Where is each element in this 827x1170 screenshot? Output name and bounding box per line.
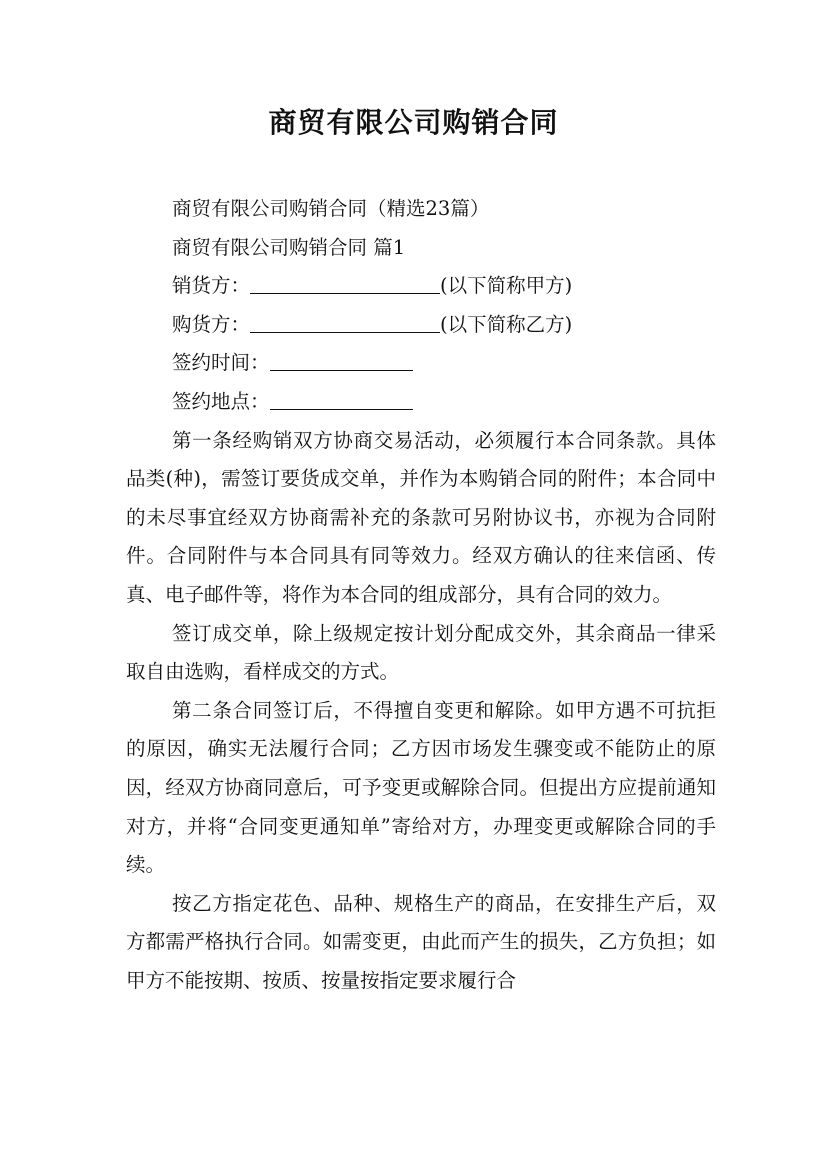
seller-label: 销货方： — [172, 274, 251, 298]
seller-blank — [250, 271, 440, 294]
paragraph-custom-goods: 按乙方指定花色、品种、规格生产的商品，在安排生产后，双方都需严格执行合同。如需变更，由此而产生的损失，乙方负担；如甲方不能按期、按质、按量按指定要求履行合 — [126, 891, 716, 992]
buyer-suffix: (以下简称乙方) — [440, 312, 573, 336]
section-heading: 商贸有限公司购销合同 篇1 — [172, 235, 406, 259]
document-body — [126, 190, 716, 1000]
sign-time-blank — [270, 348, 413, 371]
sign-time-line — [126, 344, 716, 383]
paragraph-order-form: 签订成交单，除上级规定按计划分配成交外，其余商品一律采取自由选购，看样成交的方式。 — [126, 621, 716, 684]
sign-time-label: 签约时间： — [172, 351, 270, 375]
buyer-label: 购货方： — [172, 312, 251, 336]
buyer-line — [126, 306, 716, 345]
seller-line — [126, 267, 716, 306]
document-title: 商贸有限公司购销合同 — [268, 106, 559, 139]
sign-place-label: 签约地点： — [172, 389, 270, 413]
sign-place-blank — [270, 387, 413, 410]
sign-place-line — [126, 383, 716, 422]
paragraph-article-1: 第一条经购销双方协商交易活动，必须履行本合同条款。具体品类(种)，需签订要货成交单，并作为本购销合同的附件；本合同中的未尽事宜经双方协商需补充的条款可另附协议书，亦视为合同附件。合同附件与本合同具有同等效力。经双方确认的往来信函、传真、电子邮件等，将作为本合同的组成部分，具有合同的效力。 — [126, 428, 716, 606]
seller-suffix: (以下简称甲方) — [440, 274, 573, 298]
subtitle-line: 商贸有限公司购销合同（精选23篇） — [172, 197, 490, 220]
buyer-blank — [250, 310, 440, 333]
paragraph-article-2: 第二条合同签订后，不得擅自变更和解除。如甲方遇不可抗拒的原因，确实无法履行合同；乙方因市场发生骤变或不能防止的原因，经双方协商同意后，可予变更或解除合同。但提出方应提前通知对方，并将“合同变更通知单”寄给对方，办理变更或解除合同的手续。 — [126, 698, 716, 877]
